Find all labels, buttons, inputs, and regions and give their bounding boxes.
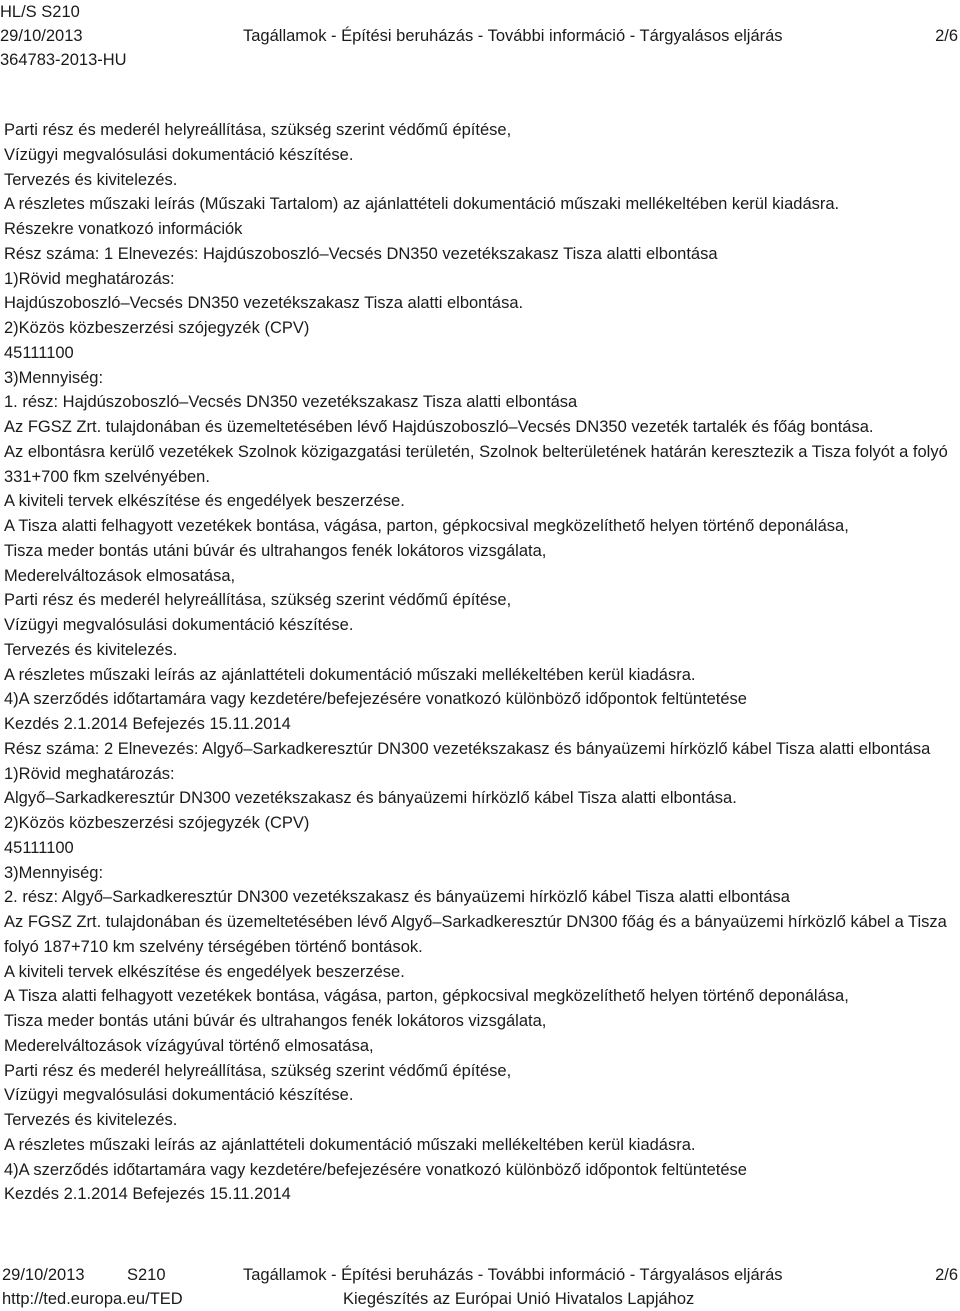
text-line: Tervezés és kivitelezés. <box>4 640 178 659</box>
header-title: Tagállamok - Építési beruházás - További információ - Tárgyalásos eljárás <box>243 27 783 45</box>
text-line: 3)Mennyiség: <box>4 863 104 882</box>
text-line: 2. rész: Algyő–Sarkadkeresztúr DN300 vezetékszakasz és bányaüzemi hírközlő kábel Tisza alatti elbontása <box>4 888 790 907</box>
header-page-number: 2/6 <box>935 27 958 45</box>
text-line: Rész száma: 2 Elnevezés: Algyő–Sarkadkeresztúr DN300 vezetékszakasz és bányaüzemi hírközlő kábel Tisza alatti elbontása <box>4 739 931 758</box>
text-line: 4)A szerződés időtartamára vagy kezdetére/befejezésére vonatkozó különböző időpontok feltüntetése <box>4 690 747 709</box>
text-line: Kezdés 2.1.2014 Befejezés 15.11.2014 <box>4 715 291 733</box>
header-date: 29/10/2013 <box>0 27 83 45</box>
text-line: Vízügyi megvalósulási dokumentáció készítése. <box>4 1086 354 1105</box>
text-line: A részletes műszaki leírás (Műszaki Tartalom) az ajánlattételi dokumentáció műszaki mellékeltében kerül kiadásra. <box>4 195 840 214</box>
footer-publisher: Kiegészítés az Európai Unió Hivatalos Lapjához <box>343 1290 695 1308</box>
text-line: 45111100 <box>4 343 74 362</box>
text-line: Az elbontásra kerülő vezetékek Szolnok közigazgatási területén, Szolnok belterületének határán keresztezik a Tisza folyót a folyó 331+700 fkm szelvényében. <box>4 442 948 486</box>
footer-title: Tagállamok - Építési beruházás - További információ - Tárgyalásos eljárás <box>243 1266 783 1284</box>
text-line: Algyő–Sarkadkeresztúr DN300 vezetékszakasz és bányaüzemi hírközlő kábel Tisza alatti elbontása. <box>4 789 737 808</box>
text-line: Rész száma: 1 Elnevezés: Hajdúszoboszló–Vecsés DN350 vezetékszakasz Tisza alatti elbontása <box>4 244 718 263</box>
text-line: A Tisza alatti felhagyott vezetékek bontása, vágása, parton, gépkocsival megközelíthető helyen történő deponálása, <box>4 517 849 535</box>
text-line: Parti rész és mederél helyreállítása, szükség szerint védőmű építése, <box>4 121 512 139</box>
text-line: Az FGSZ Zrt. tulajdonában és üzemeltetésében lévő Hajdúszoboszló–Vecsés DN350 vezeték tartalék és főág bontása. <box>4 418 874 436</box>
text-line: A részletes műszaki leírás az ajánlattételi dokumentáció műszaki mellékeltében kerül kiadásra. <box>4 1135 696 1154</box>
footer-page-number: 2/6 <box>935 1266 958 1284</box>
text-line: Parti rész és mederél helyreállítása, szükség szerint védőmű építése, <box>4 591 512 610</box>
text-line: 3)Mennyiség: <box>4 368 104 387</box>
document-body <box>4 118 959 1207</box>
header-doc-id: HL/S S210 <box>0 3 80 21</box>
text-line: 4)A szerződés időtartamára vagy kezdetére/befejezésére vonatkozó különböző időpontok feltüntetése <box>4 1160 747 1179</box>
page-footer <box>0 1263 960 1311</box>
footer-date: 29/10/2013 <box>2 1266 85 1284</box>
footer-series: S210 <box>127 1266 166 1284</box>
text-line: Mederelváltozások vízágyúval történő elmosatása, <box>4 1036 374 1055</box>
text-line: 45111100 <box>4 838 74 857</box>
text-line: A kiviteli tervek elkészítése és engedélyek beszerzése. <box>4 492 405 511</box>
text-line: Tervezés és kivitelezés. <box>4 1111 178 1129</box>
text-line: Vízügyi megvalósulási dokumentáció készítése. <box>4 145 354 164</box>
text-line: Vízügyi megvalósulási dokumentáció készítése. <box>4 616 354 634</box>
text-line: Az FGSZ Zrt. tulajdonában és üzemeltetésében lévő Algyő–Sarkadkeresztúr DN300 főág és a bányaüzemi hírközlő kábel a Tisza folyó 187+710 km szelvény térségében történő bontások. <box>4 913 947 956</box>
text-line: A Tisza alatti felhagyott vezetékek bontása, vágása, parton, gépkocsival megközelíthető helyen történő deponálása, <box>4 987 849 1006</box>
text-line: A részletes műszaki leírás az ajánlattételi dokumentáció műszaki mellékeltében kerül kiadásra. <box>4 665 696 684</box>
header-reference: 364783-2013-HU <box>0 51 127 69</box>
text-line: A kiviteli tervek elkészítése és engedélyek beszerzése. <box>4 962 405 981</box>
text-line: Tisza meder bontás utáni búvár és ultrahangos fenék lokátoros vizsgálata, <box>4 541 547 560</box>
text-line: Hajdúszoboszló–Vecsés DN350 vezetékszakasz Tisza alatti elbontása. <box>4 294 524 313</box>
text-line: 1)Rövid meghatározás: <box>4 764 175 783</box>
text-line: Mederelváltozások elmosatása, <box>4 566 236 585</box>
text-line: 2)Közös közbeszerzési szójegyzék (CPV) <box>4 319 310 337</box>
text-line: Parti rész és mederél helyreállítása, szükség szerint védőmű építése, <box>4 1061 512 1080</box>
text-line: Tervezés és kivitelezés. <box>4 170 178 189</box>
text-line: Kezdés 2.1.2014 Befejezés 15.11.2014 <box>4 1185 291 1204</box>
text-line: 1. rész: Hajdúszoboszló–Vecsés DN350 vezetékszakasz Tisza alatti elbontása <box>4 393 578 412</box>
text-line: 2)Közös közbeszerzési szójegyzék (CPV) <box>4 814 310 832</box>
page-header <box>0 0 960 72</box>
text-line: Tisza meder bontás utáni búvár és ultrahangos fenék lokátoros vizsgálata, <box>4 1012 547 1030</box>
footer-url-link[interactable]: http://ted.europa.eu/TED <box>2 1290 183 1308</box>
text-line: 1)Rövid meghatározás: <box>4 269 175 288</box>
text-line: Részekre vonatkozó információk <box>4 220 243 238</box>
